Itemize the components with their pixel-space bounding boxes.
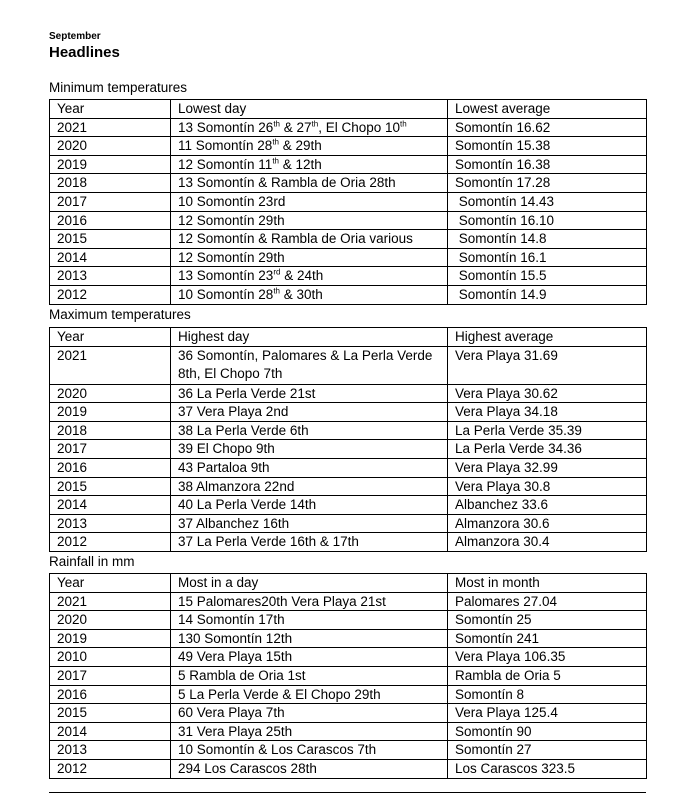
average-cell: Vera Playa 34.18 [448, 403, 647, 422]
day-cell [171, 192, 448, 211]
average-cell: Somontín 90 [448, 722, 647, 741]
day-text: 49 Vera Playa 15th [178, 649, 293, 665]
year-cell: 2017 [50, 666, 171, 685]
year-cell: 2021 [50, 592, 171, 611]
day-text: 13 Somontín & Rambla de Oria 28th [178, 175, 396, 191]
year-cell: 2010 [50, 648, 171, 667]
page-title: Headlines [49, 44, 120, 61]
average-cell: Somontín 16.38 [448, 155, 647, 174]
average-cell: Somontín 14.43 [448, 192, 647, 211]
column-header: Lowest average [448, 100, 647, 119]
day-text: 36 La Perla Verde 21st [178, 385, 316, 401]
table-row [50, 514, 647, 533]
day-text: 37 Albanchez 16th [178, 515, 290, 531]
year-cell: 2016 [50, 211, 171, 230]
day-cell [171, 592, 448, 611]
average-cell: Somontín 14.9 [448, 285, 647, 304]
average-cell: Somontín 16.62 [448, 118, 647, 137]
day-cell [171, 174, 448, 193]
average-cell: Almanzora 30.4 [448, 533, 647, 552]
day-text: & 27 [280, 119, 312, 135]
average-cell: Somontín 15.38 [448, 137, 647, 156]
day-cell [171, 155, 448, 174]
column-header: Lowest day [171, 100, 448, 119]
footer-divider [49, 792, 646, 793]
table-row [50, 685, 647, 704]
day-text: 10 Somontín 28 [178, 286, 274, 302]
table-row [50, 666, 647, 685]
table-row [50, 440, 647, 459]
day-cell [171, 403, 448, 422]
average-cell: Somontín 25 [448, 611, 647, 630]
day-cell [171, 666, 448, 685]
average-cell: Vera Playa 125.4 [448, 704, 647, 723]
ordinal-suffix: th [273, 119, 280, 129]
day-cell [171, 648, 448, 667]
day-cell [171, 704, 448, 723]
year-cell: 2019 [50, 403, 171, 422]
average-cell: Somontín 14.8 [448, 230, 647, 249]
table-row [50, 384, 647, 403]
average-cell: La Perla Verde 34.36 [448, 440, 647, 459]
average-cell: Vera Playa 30.8 [448, 477, 647, 496]
table-row [50, 477, 647, 496]
day-cell [171, 741, 448, 760]
day-cell [171, 137, 448, 156]
day-cell [171, 230, 448, 249]
average-cell: Somontín 16.1 [448, 248, 647, 267]
year-cell: 2020 [50, 137, 171, 156]
day-text: 10 Somontín 23rd [178, 193, 286, 209]
average-cell: La Perla Verde 35.39 [448, 421, 647, 440]
day-cell [171, 629, 448, 648]
day-cell [171, 346, 448, 384]
year-cell: 2014 [50, 496, 171, 515]
day-text: 40 La Perla Verde 14th [178, 497, 317, 513]
table-row [50, 137, 647, 156]
table-row [50, 230, 647, 249]
rainfall-header-row [50, 574, 647, 593]
maximum-temperatures-table [49, 327, 647, 552]
day-text: 15 Palomares20th Vera Playa 21st [178, 593, 386, 609]
table-row [50, 118, 647, 137]
day-text: 294 Los Carascos 28th [178, 760, 317, 776]
day-text: 43 Partaloa 9th [178, 459, 270, 475]
year-cell: 2019 [50, 629, 171, 648]
column-header: Most in month [448, 574, 647, 593]
column-header: Year [50, 328, 171, 347]
day-text: & 29th [279, 138, 322, 154]
day-cell [171, 248, 448, 267]
year-cell: 2015 [50, 477, 171, 496]
day-text: 130 Somontín 12th [178, 630, 293, 646]
table-row [50, 611, 647, 630]
maximum-header-row [50, 328, 647, 347]
day-cell [171, 285, 448, 304]
table-row [50, 192, 647, 211]
average-cell: Somontín 17.28 [448, 174, 647, 193]
day-text: 36 Somontín, Palomares & La Perla Verde 8th, El Chopo 7th [178, 347, 433, 382]
average-cell: Vera Playa 31.69 [448, 346, 647, 384]
table-row [50, 629, 647, 648]
average-cell: Somontín 15.5 [448, 267, 647, 286]
day-cell [171, 685, 448, 704]
day-text: 14 Somontín 17th [178, 612, 285, 628]
year-cell: 2014 [50, 248, 171, 267]
year-cell: 2020 [50, 384, 171, 403]
average-cell: Rambla de Oria 5 [448, 666, 647, 685]
average-cell: Somontín 27 [448, 741, 647, 760]
table-row [50, 285, 647, 304]
year-cell: 2021 [50, 118, 171, 137]
ordinal-suffix: th [273, 286, 280, 296]
ordinal-suffix: th [400, 119, 407, 129]
day-text: & 12th [279, 156, 322, 172]
table-row [50, 741, 647, 760]
day-text: 12 Somontín 11 [178, 156, 273, 172]
year-cell: 2021 [50, 346, 171, 384]
day-text: & 24th [280, 268, 324, 284]
year-cell: 2016 [50, 685, 171, 704]
month-label: September [49, 31, 101, 42]
table-row [50, 592, 647, 611]
year-cell: 2013 [50, 741, 171, 760]
day-cell [171, 458, 448, 477]
day-cell [171, 722, 448, 741]
year-cell: 2018 [50, 174, 171, 193]
day-cell [171, 496, 448, 515]
average-cell: Vera Playa 30.62 [448, 384, 647, 403]
average-cell: Palomares 27.04 [448, 592, 647, 611]
day-cell [171, 533, 448, 552]
day-cell [171, 384, 448, 403]
day-text: 39 El Chopo 9th [178, 441, 275, 457]
year-cell: 2013 [50, 514, 171, 533]
average-cell: Almanzora 30.6 [448, 514, 647, 533]
table-row [50, 648, 647, 667]
year-cell: 2014 [50, 722, 171, 741]
average-cell: Vera Playa 32.99 [448, 458, 647, 477]
ordinal-suffix: th [311, 119, 319, 129]
table-row [50, 155, 647, 174]
table-row [50, 722, 647, 741]
rainfall-title: Rainfall in mm [49, 554, 135, 569]
day-text: 60 Vera Playa 7th [178, 705, 285, 721]
column-header: Year [50, 574, 171, 593]
day-text: , El Chopo 10 [318, 119, 401, 135]
year-cell: 2017 [50, 440, 171, 459]
day-cell [171, 759, 448, 778]
day-cell [171, 611, 448, 630]
day-text: 12 Somontín 29th [178, 249, 285, 265]
rainfall-table [49, 573, 647, 779]
table-row [50, 248, 647, 267]
day-cell [171, 477, 448, 496]
day-text: 10 Somontín & Los Carascos 7th [178, 742, 377, 758]
average-cell: Somontín 8 [448, 685, 647, 704]
table-row [50, 533, 647, 552]
day-cell [171, 421, 448, 440]
day-cell [171, 514, 448, 533]
table-row [50, 421, 647, 440]
average-cell: Albanchez 33.6 [448, 496, 647, 515]
year-cell: 2012 [50, 533, 171, 552]
day-text: 12 Somontín 29th [178, 212, 285, 228]
day-text: 37 Vera Playa 2nd [178, 404, 289, 420]
table-row [50, 211, 647, 230]
table-row [50, 496, 647, 515]
year-cell: 2019 [50, 155, 171, 174]
column-header: Highest average [448, 328, 647, 347]
minimum-header-row [50, 100, 647, 119]
table-row [50, 403, 647, 422]
minimum-temperatures-title: Minimum temperatures [49, 80, 188, 95]
year-cell: 2015 [50, 704, 171, 723]
year-cell: 2017 [50, 192, 171, 211]
average-cell: Somontín 16.10 [448, 211, 647, 230]
minimum-temperatures-table [49, 99, 647, 305]
maximum-temperatures-title: Maximum temperatures [49, 307, 191, 322]
day-text: 12 Somontín & Rambla de Oria various [178, 231, 413, 247]
year-cell: 2012 [50, 759, 171, 778]
year-cell: 2020 [50, 611, 171, 630]
ordinal-suffix: rd [273, 267, 281, 277]
day-text: 38 Almanzora 22nd [178, 478, 295, 494]
average-cell: Somontín 241 [448, 629, 647, 648]
ordinal-suffix: th [272, 137, 279, 147]
table-row [50, 267, 647, 286]
table-row [50, 458, 647, 477]
day-cell [171, 267, 448, 286]
day-text: 5 La Perla Verde & El Chopo 29th [178, 686, 381, 702]
day-text: 31 Vera Playa 25th [178, 723, 293, 739]
day-cell [171, 440, 448, 459]
day-text: 37 La Perla Verde 16th & 17th [178, 534, 359, 550]
table-row [50, 174, 647, 193]
column-header: Year [50, 100, 171, 119]
day-text: 13 Somontín 26 [178, 119, 274, 135]
average-cell: Los Carascos 323.5 [448, 759, 647, 778]
day-text: 5 Rambla de Oria 1st [178, 667, 306, 683]
column-header: Most in a day [171, 574, 448, 593]
day-text: 13 Somontín 23 [178, 268, 274, 284]
table-row [50, 704, 647, 723]
year-cell: 2015 [50, 230, 171, 249]
day-cell [171, 118, 448, 137]
column-header: Highest day [171, 328, 448, 347]
day-cell [171, 211, 448, 230]
year-cell: 2012 [50, 285, 171, 304]
table-row [50, 759, 647, 778]
day-text: & 30th [280, 286, 323, 302]
year-cell: 2013 [50, 267, 171, 286]
average-cell: Vera Playa 106.35 [448, 648, 647, 667]
day-text: 38 La Perla Verde 6th [178, 422, 309, 438]
year-cell: 2018 [50, 421, 171, 440]
day-text: 11 Somontín 28 [178, 138, 273, 154]
ordinal-suffix: th [272, 156, 279, 166]
table-row [50, 346, 647, 384]
year-cell: 2016 [50, 458, 171, 477]
